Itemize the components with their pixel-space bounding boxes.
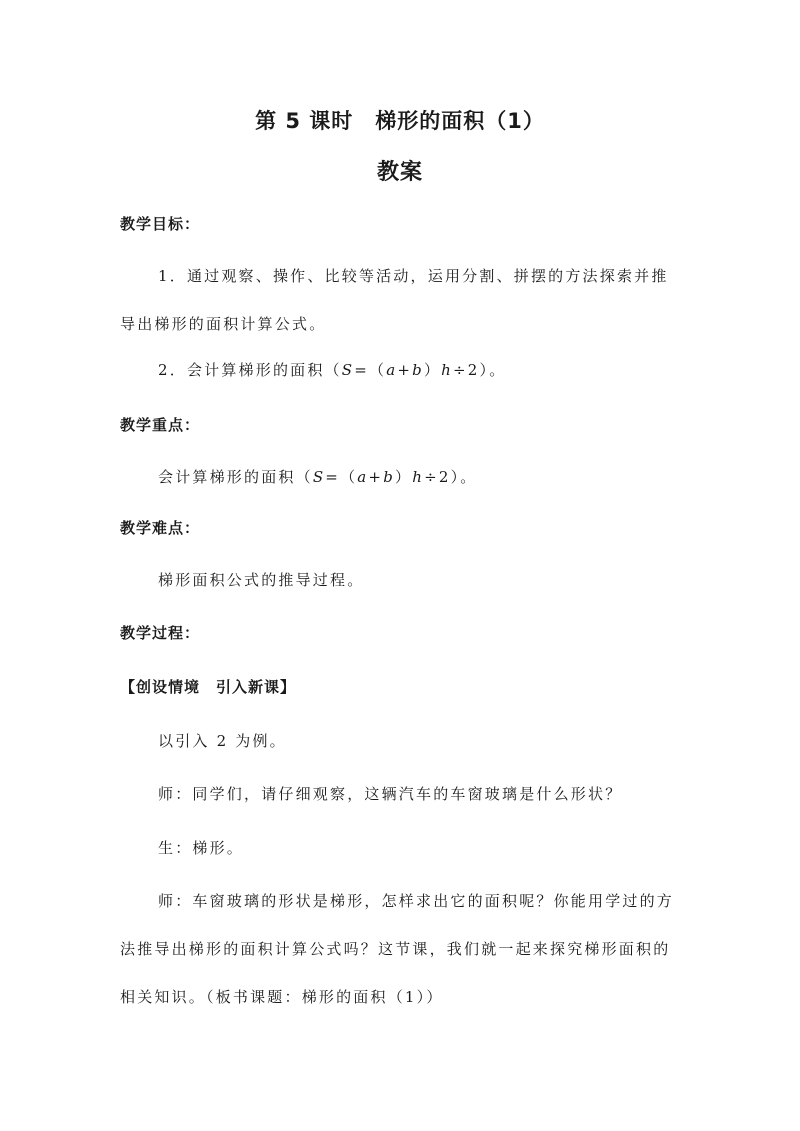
key-points-prefix: 会计算梯形的面积（ <box>158 468 313 486</box>
process-paragraph-3: 生：梯形。 <box>158 839 245 857</box>
lesson-subtitle: 教案 <box>376 160 423 185</box>
objective-item-2 <box>120 346 685 394</box>
objective-item-1: 1．通过观察、操作、比较等活动，运用分割、拼摆的方法探索并推导出梯形的面积计算公式。 <box>120 267 669 333</box>
difficulties-heading: 教学难点： <box>120 519 201 537</box>
area-formula: S=（a+b）h÷2 <box>312 468 451 486</box>
objectives-heading: 教学目标： <box>120 215 201 233</box>
process-paragraph-4: 师：车窗玻璃的形状是梯形，怎样求出它的面积呢？你能用学过的方法推导出梯形的面积计算公式吗？这节课，我们就一起来探究梯形面积的相关知识。（板书课题：梯形的面积（1）） <box>120 892 675 1006</box>
lesson-title: 第 5 课时 梯形的面积（1） <box>255 109 545 133</box>
key-points-text <box>120 453 685 501</box>
process-paragraph-2: 师：同学们，请仔细观察，这辆汽车的车窗玻璃是什么形状？ <box>158 785 623 803</box>
process-subheading: 【创设情境 引入新课】 <box>120 678 297 696</box>
difficulties-text: 梯形面积公式的推导过程。 <box>158 571 365 589</box>
process-paragraph-1: 以引入 2 为例。 <box>158 732 287 750</box>
key-points-heading: 教学重点： <box>120 416 201 434</box>
objective-item-2-suffix: ）。 <box>479 361 507 379</box>
key-points-suffix: ）。 <box>450 468 478 486</box>
objective-item-2-prefix: 2．会计算梯形的面积（ <box>158 361 342 379</box>
area-formula: S=（a+b）h÷2 <box>341 361 480 379</box>
process-heading: 教学过程： <box>120 624 201 642</box>
